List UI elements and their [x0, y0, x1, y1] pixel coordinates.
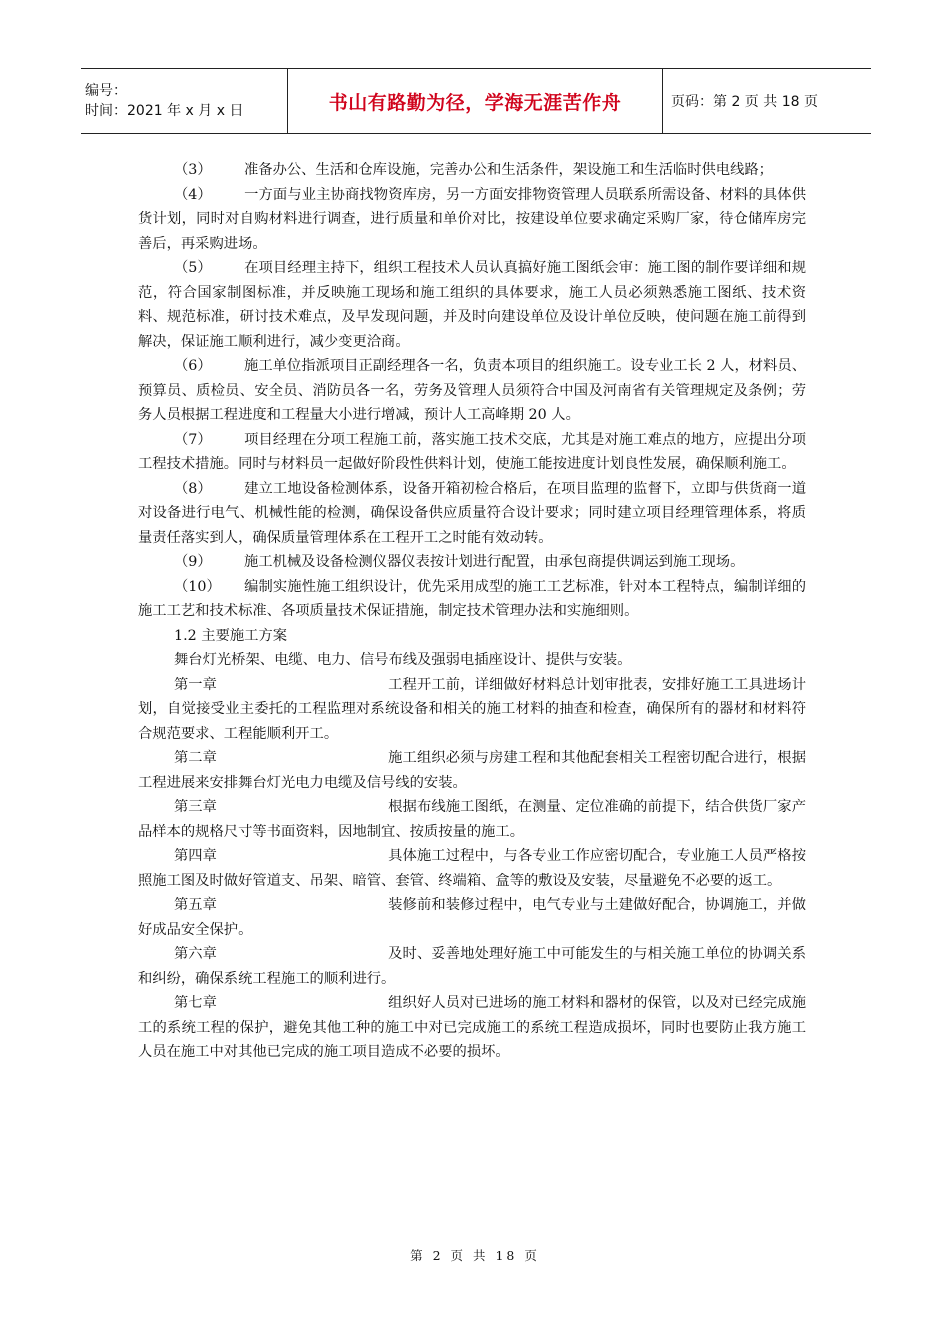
paragraph-text: 准备办公、生活和仓库设施，完善办公和生活条件，架设施工和生活临时供电线路；	[244, 162, 773, 178]
paragraph-4	[138, 183, 806, 257]
chapter-2	[138, 746, 806, 795]
paragraph-9	[138, 550, 806, 575]
paragraph-number: （3）	[174, 162, 212, 178]
chapter-text: 根据布线施工图纸，在测量、定位准确的前提下，结合供货厂家产品样本的规格尺寸等书面资料，因地制宜、按质按量的施工。	[138, 799, 806, 840]
document-date: 时间：2021 年 x 月 x 日	[85, 103, 244, 119]
paragraph-text: 一方面与业主协商找物资库房，另一方面安排物资管理人员联系所需设备、材料的具体供货计划，同时对自购材料进行调查，进行质量和单价对比，按建设单位要求确定采购厂家，待仓储库房完善后，再采购进场。	[138, 186, 806, 252]
header-page-info: 页码：第 2 页 共 18 页	[663, 69, 872, 134]
paragraph-text: 施工单位指派项目正副经理各一名，负责本项目的组织施工。设专业工长 2 人，材料员、预算员、质检员、安全员、消防员各一名，劳务及管理人员须符合中国及河南省有关管理规定及条例；劳务人员根据工程进度和工程量大小进行增减，预计人工高峰期 20 人。	[138, 358, 806, 423]
header-motto: 书山有路勤为径，学海无涯苦作舟	[288, 69, 663, 134]
paragraph-text: 在项目经理主持下，组织工程技术人员认真搞好施工图纸会审：施工图的制作要详细和规范，符合国家制图标准，并反映施工现场和施工组织的具体要求，施工人员必须熟悉施工图纸、技术资料、规范标准，研讨技术难点，及早发现问题，并及时向建设单位及设计单位反映，使问题在施工前得到解决，保证施工顺利进行，减少变更洽商。	[138, 260, 806, 350]
header-meta	[81, 69, 288, 134]
chapter-number: 第七章	[174, 995, 217, 1011]
page-header	[81, 68, 871, 134]
paragraph-3	[138, 158, 806, 183]
paragraph-8	[138, 477, 806, 551]
chapter-number: 第六章	[174, 946, 217, 962]
document-body	[138, 158, 806, 1065]
paragraph-text: 施工机械及设备检测仪器仪表按计划进行配置，由承包商提供调运到施工现场。	[244, 554, 745, 570]
chapter-3	[138, 795, 806, 844]
chapter-4	[138, 844, 806, 893]
paragraph-number: （5）	[174, 260, 212, 276]
chapter-number: 第四章	[174, 848, 217, 864]
paragraph-number: （9）	[174, 554, 212, 570]
paragraph-7	[138, 428, 806, 477]
chapter-number: 第三章	[174, 799, 217, 815]
paragraph-number: （7）	[174, 431, 212, 448]
chapter-number: 第二章	[174, 750, 217, 766]
chapter-text: 具体施工过程中，与各专业工作应密切配合，专业施工人员严格按照施工图及时做好管道支、吊架、暗管、套管、终端箱、盒等的敷设及安装，尽量避免不必要的返工。	[138, 848, 806, 889]
paragraph-number: （10）	[174, 578, 221, 595]
chapter-text: 组织好人员对已进场的施工材料和器材的保管，以及对已经完成施工的系统工程的保护，避免其他工种的施工中对已完成施工的系统工程造成损坏，同时也要防止我方施工人员在施工中对其他已完成的施工项目造成不必要的损坏。	[138, 995, 806, 1060]
document-number-label: 编号：	[85, 83, 127, 99]
section-title: 1.2 主要施工方案	[174, 627, 288, 644]
chapter-text: 及时、妥善地处理好施工中可能发生的与相关施工单位的协调关系和纠纷，确保系统工程施工的顺利进行。	[138, 946, 806, 987]
chapter-5	[138, 893, 806, 942]
chapter-text: 施工组织必须与房建工程和其他配套相关工程密切配合进行，根据工程进展来安排舞台灯光电力电缆及信号线的安装。	[138, 750, 806, 791]
paragraph-text: 编制实施性施工组织设计，优先采用成型的施工工艺标准，针对本工程特点，编制详细的施工工艺和技术标准、各项质量技术保证措施，制定技术管理办法和实施细则。	[138, 578, 806, 619]
chapter-text: 工程开工前，详细做好材料总计划审批表，安排好施工工具进场计划，自觉接受业主委托的工程监理对系统设备和相关的施工材料的抽查和检查，确保所有的器材和材料符合规范要求、工程能顺利开工。	[138, 676, 806, 742]
paragraph-number: （4）	[174, 186, 212, 203]
paragraph-number: （6）	[174, 358, 212, 374]
paragraph-text: 项目经理在分项工程施工前，落实施工技术交底，尤其是对施工难点的地方，应提出分项工程技术措施。同时与材料员一起做好阶段性供料计划，使施工能按进度计划良性发展，确保顺利施工。	[138, 431, 806, 472]
paragraph-number: （8）	[174, 480, 212, 497]
chapter-6	[138, 942, 806, 991]
chapter-text: 装修前和装修过程中，电气专业与土建做好配合，协调施工，并做好成品安全保护。	[138, 897, 806, 938]
paragraph-10	[138, 575, 806, 624]
page-footer: 第 2 页 共 18 页	[410, 1248, 540, 1263]
chapter-1	[138, 673, 806, 747]
paragraph-6	[138, 354, 806, 428]
chapter-7	[138, 991, 806, 1065]
chapter-number: 第五章	[174, 897, 217, 913]
paragraph-text: 建立工地设备检测体系，设备开箱初检合格后，在项目监理的监督下，立即与供货商一道对设备进行电气、机械性能的检测，确保设备供应质量符合设计要求；同时建立项目经理管理体系，将质量责任落实到人，确保质量管理体系在工程开工之时能有效动转。	[138, 480, 806, 546]
section-intro: 舞台灯光桥架、电缆、电力、信号布线及强弱电插座设计、提供与安装。	[174, 652, 632, 668]
paragraph-5	[138, 256, 806, 354]
chapter-number: 第一章	[174, 676, 217, 693]
